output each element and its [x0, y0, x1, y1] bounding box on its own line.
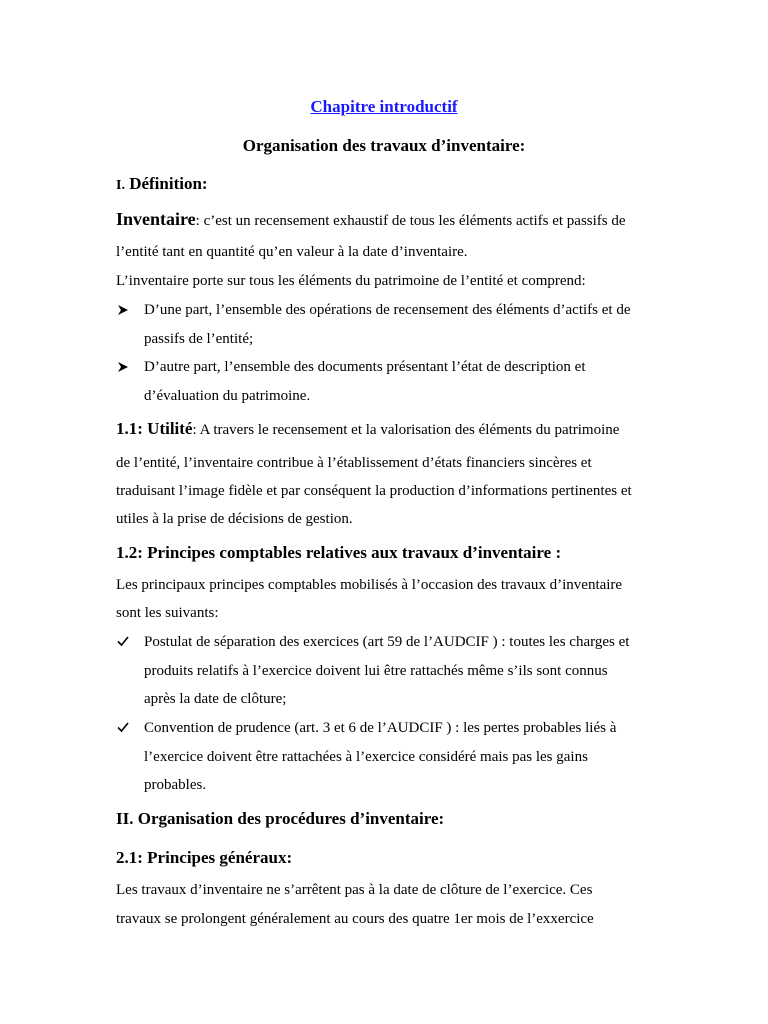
checkmark-bullet-icon [117, 719, 129, 739]
utilite-line-1 [116, 420, 619, 439]
inventaire-paragraph-line-3: L’inventaire porte sur tous les éléments du patrimoine de l’entité et comprend: [116, 273, 586, 289]
bullet-1-line-1: D’une part, l’ensemble des opérations de recensement des éléments d’actifs et de [144, 302, 631, 318]
bullet-2-line-2: d’évaluation du patrimoine. [144, 388, 311, 404]
check-bullet-1-line-3: après la date de clôture; [144, 691, 287, 707]
principes-heading: 1.2: Principes comptables relatives aux travaux d’inventaire : [116, 543, 562, 562]
check-bullet-1-line-2: produits relatifs à l’exercice doivent lui être rattachés même s’ils sont connus [144, 663, 608, 679]
page-subtitle: Organisation des travaux d’inventaire: [242, 136, 526, 155]
arrowhead-bullet-icon [117, 358, 129, 379]
bullet-2-line-1: D’autre part, l’ensemble des documents présentant l’état de description et [144, 359, 586, 375]
checkmark-bullet-icon [117, 633, 129, 653]
check-bullet-1-line-1: Postulat de séparation des exercices (art 59 de l’AUDCIF ) : toutes les charges et [144, 634, 630, 650]
inventaire-definition: : c’est un recensement exhaustif de tous les éléments actifs et passifs de [195, 213, 626, 229]
utilite-text: : A travers le recensement et la valorisation des éléments du patrimoine [192, 422, 620, 438]
inventaire-paragraph-line-2: l’entité tant en quantité qu’en valeur à la date d’inventaire. [116, 244, 468, 260]
generaux-line-1: Les travaux d’inventaire ne s’arrêtent pas à la date de clôture de l’exercice. Ces [116, 882, 593, 898]
principes-line-1: Les principaux principes comptables mobilisés à l’occasion des travaux d’inventaire [116, 577, 623, 593]
principes-generaux-heading: 2.1: Principes généraux: [116, 848, 293, 867]
check-bullet-2-line-2: l’exercice doivent être rattachées à l’exercice considéré mais pas les gains [144, 749, 588, 765]
inventaire-paragraph-line-1 [116, 210, 626, 230]
generaux-line-2: travaux se prolongent généralement au cours des quatre 1er mois de l’exxercice [116, 911, 594, 927]
inventaire-term: Inventaire [116, 209, 196, 229]
utilite-line-4: utiles à la prise de décisions de gestion. [116, 511, 353, 527]
section-2-heading: II. Organisation des procédures d’inventaire: [116, 809, 445, 828]
section-1-heading [116, 174, 208, 194]
section-1-number: I. [116, 178, 125, 193]
utilite-line-2: de l’entité, l’inventaire contribue à l’établissement d’états financiers sincères et [116, 455, 592, 471]
utilite-heading: 1.1: Utilité [116, 419, 193, 438]
section-1-title: Définition: [129, 174, 208, 193]
bullet-1-line-2: passifs de l’entité; [144, 331, 254, 347]
arrowhead-bullet-icon [117, 301, 129, 322]
page-title[interactable]: Chapitre introductif [310, 97, 458, 116]
check-bullet-2-line-1: Convention de prudence (art. 3 et 6 de l’AUDCIF ) : les pertes probables liés à [144, 720, 617, 736]
utilite-line-3: traduisant l’image fidèle et par conséquent la production d’informations pertinentes et [116, 483, 632, 499]
check-bullet-2-line-3: probables. [144, 777, 207, 793]
principes-line-2: sont les suivants: [116, 605, 219, 621]
